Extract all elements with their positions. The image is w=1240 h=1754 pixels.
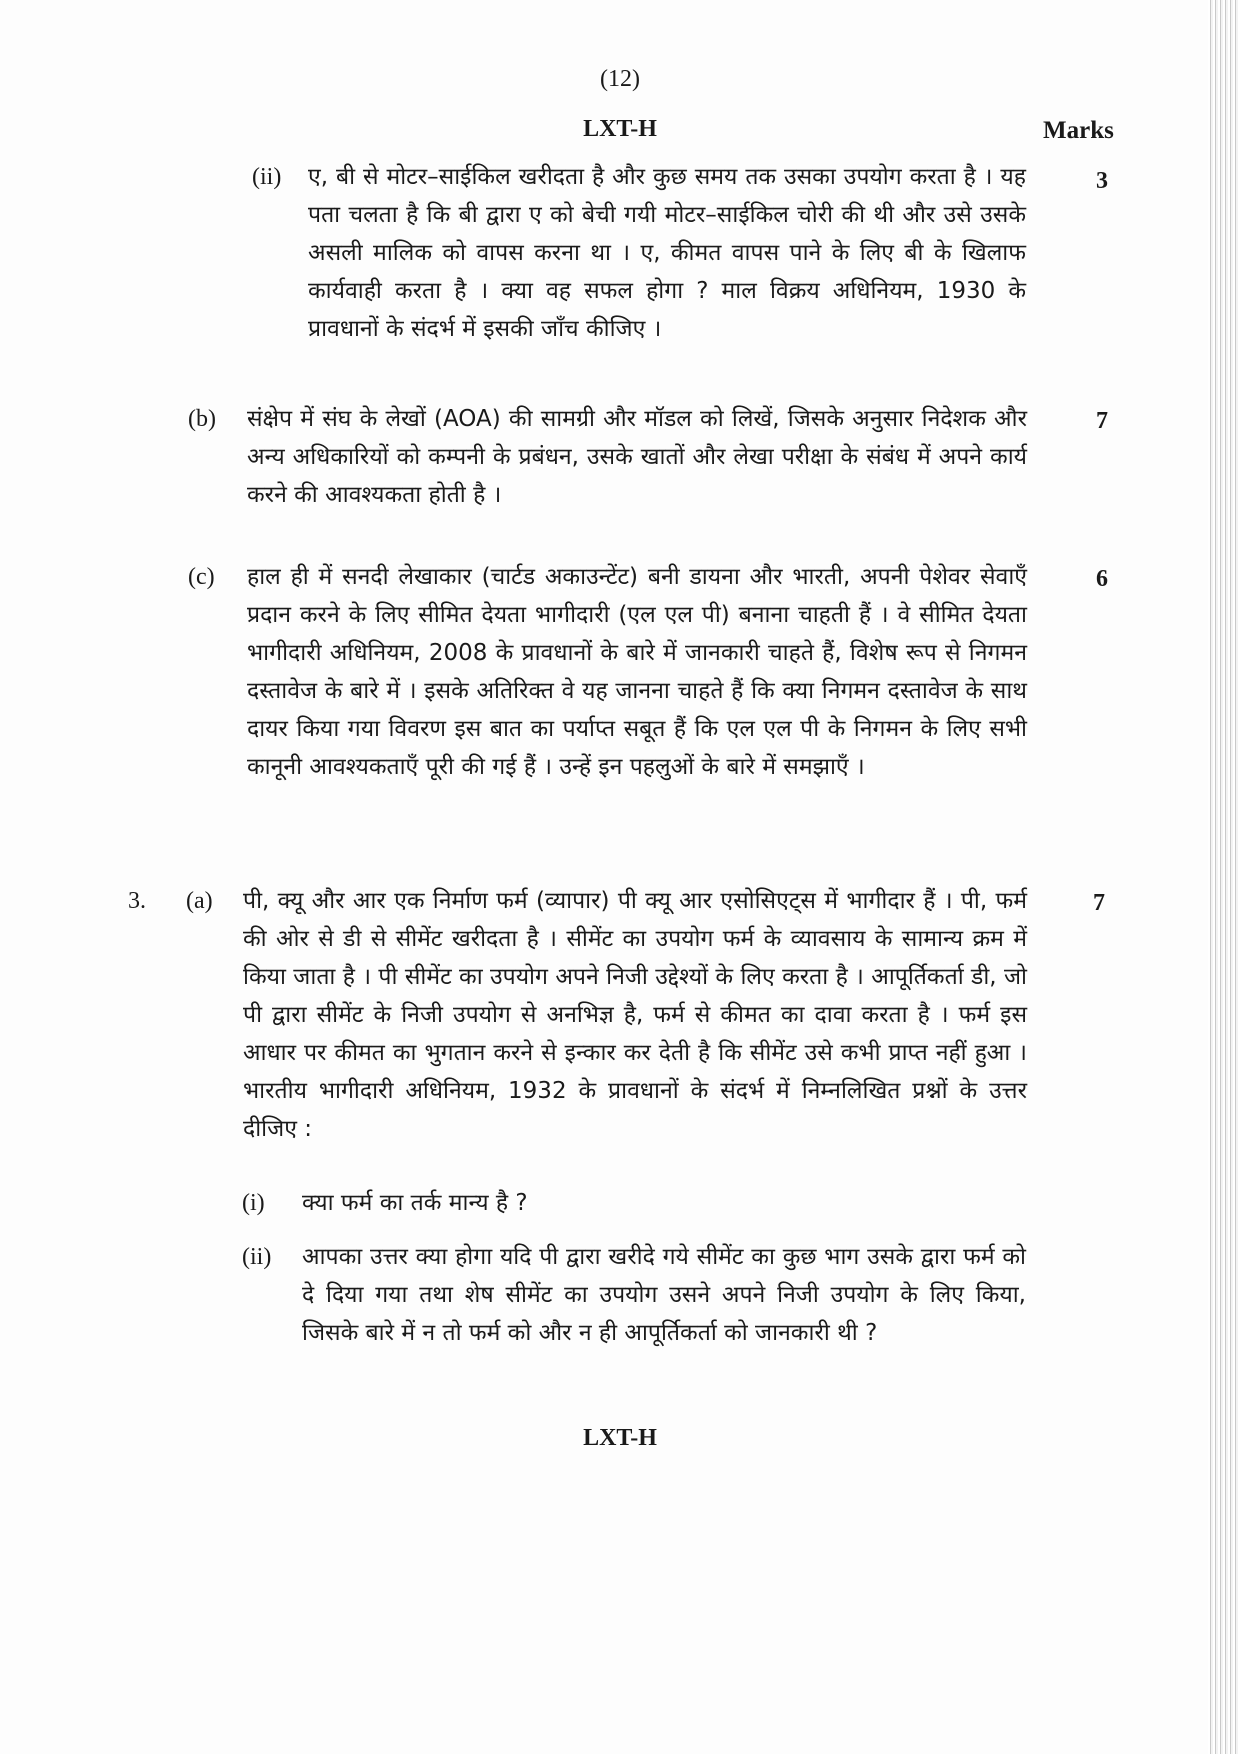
question-text: पी, क्यू और आर एक निर्माण फर्म (व्यापार) पी क्यू आर एसोसिएट्स में भागीदार हैं । पी, फर्म की ओर से डी से सीमेंट खरीदता है । सीमेंट का उपयोग फर्म के व्यावसाय के सामान्य क्रम में किया जाता है । पी सीमेंट का उपयोग अपने निजी उद्देश्यों के लिए करता है । आपूर्तिकर्ता डी, जो पी द्वारा सीमेंट के निजी उपयोग से अनभिज्ञ है, फर्म से कीमत का दावा करता है । फर्म इस आधार पर कीमत का भुगतान करने से इन्कार कर देती है कि सीमेंट उसे कभी प्राप्त नहीं हुआ । भारतीय भागीदारी अधिनियम, 1932 के प्रावधानों के संदर्भ में निम्नलिखित प्रश्नों के उत्तर दीजिए : xyxy=(243,888,1027,1142)
paper-code-header: LXT-H xyxy=(583,116,657,142)
sub-question-text: क्या फर्म का तर्क मान्य है ? xyxy=(302,1190,528,1216)
question-text: संक्षेप में संघ के लेखों (AOA) की सामग्री और मॉडल को लिखें, जिसके अनुसार निदेशक और अन्य अधिकारियों को कम्पनी के प्रबंधन, उसके खातों और लेखा परीक्षा के संबंध में अपने कार्य करने की आवश्यकता होती है । xyxy=(247,406,1027,508)
question-marks: 7 xyxy=(1093,890,1105,916)
sub-question-label: (i) xyxy=(242,1190,265,1216)
page-number: (12) xyxy=(600,66,640,92)
question-text: ए, बी से मोटर–साईकिल खरीदता है और कुछ समय तक उसका उपयोग करता है । यह पता चलता है कि बी द्वारा ए को बेची गयी मोटर–साईकिल चोरी की थी और उसे उसके असली मालिक को वापस करना था । ए, कीमत वापस पाने के लिए बी के खिलाफ कार्यवाही करता है । क्या वह सफल होगा ? माल विक्रय अधिनियम, 1930 के प्रावधानों के संदर्भ में इसकी जाँच कीजिए । xyxy=(308,164,1026,342)
paper-code-footer: LXT-H xyxy=(583,1425,657,1451)
question-marks: 3 xyxy=(1096,168,1108,194)
sub-question-label: (ii) xyxy=(242,1244,272,1270)
question-label: (b) xyxy=(188,406,216,432)
question-label: (a) xyxy=(186,888,213,914)
marks-column-heading: Marks xyxy=(1043,117,1114,144)
question-number: 3. xyxy=(128,888,146,914)
question-marks: 7 xyxy=(1096,408,1108,434)
sub-question-text: आपका उत्तर क्या होगा यदि पी द्वारा खरीदे गये सीमेंट का कुछ भाग उसके द्वारा फर्म को दे दिया गया तथा शेष सीमेंट का उपयोग उसने अपने निजी उपयोग के लिए किया, जिसके बारे में न तो फर्म को और न ही आपूर्तिकर्ता को जानकारी थी ? xyxy=(302,1244,1026,1346)
question-text: हाल ही में सनदी लेखाकार (चार्टड अकाउन्टेंट) बनी डायना और भारती, अपनी पेशेवर सेवाएँ प्रदान करने के लिए सीमित देयता भागीदारी (एल एल पी) बनाना चाहती हैं । वे सीमित देयता भागीदारी अधिनियम, 2008 के प्रावधानों के बारे में जानकारी चाहते हैं, विशेष रूप से निगमन दस्तावेज के बारे में । इसके अतिरिक्त वे यह जानना चाहते हैं कि क्या निगमन दस्तावेज के साथ दायर किया गया विवरण इस बात का पर्याप्त सबूत हैं कि एल एल पी के निगमन के लिए सभी कानूनी आवश्यकताएँ पूरी की गई हैं । उन्हें इन पहलुओं के बारे में समझाएँ । xyxy=(247,564,1027,780)
question-label: (ii) xyxy=(252,164,282,190)
question-label: (c) xyxy=(188,564,215,590)
question-marks: 6 xyxy=(1096,566,1108,592)
page-edge-decoration xyxy=(1208,0,1240,1754)
